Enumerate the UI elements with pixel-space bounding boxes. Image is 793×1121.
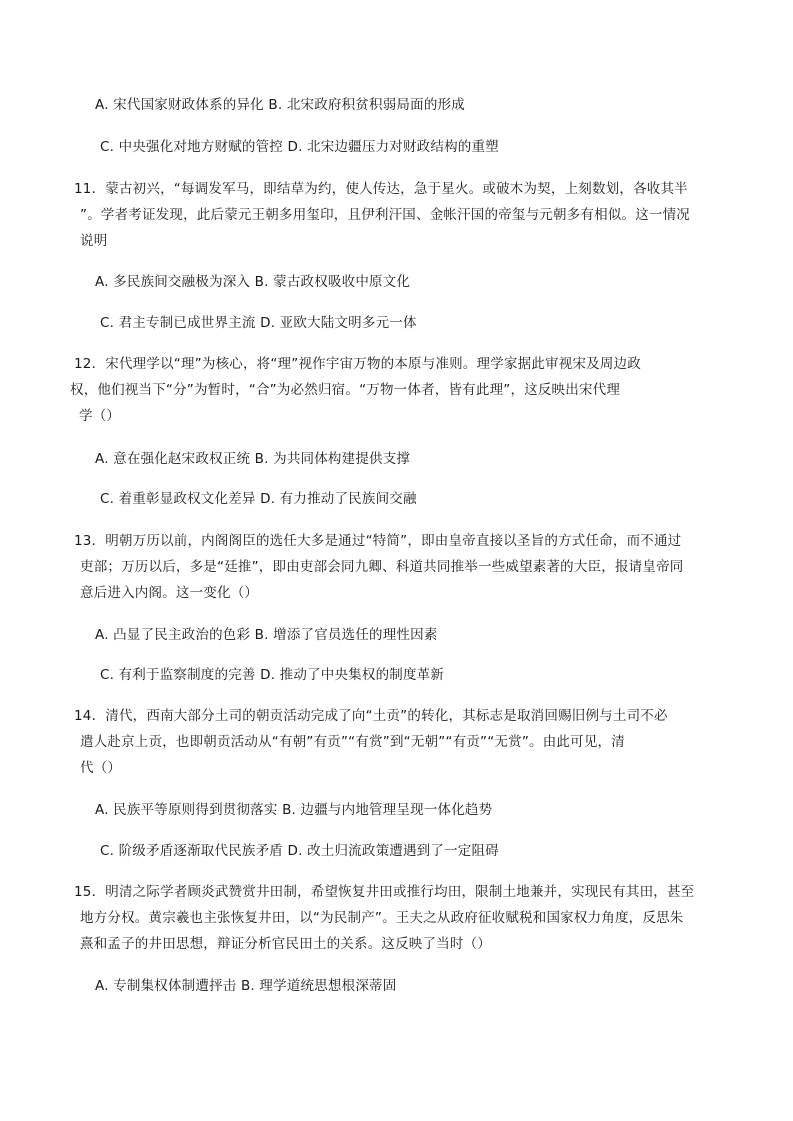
q14-stem-line1: 14．清代，西南大部分土司的朝贡活动完成了向“土贡”的转化，其标志是取消回赐旧例与土司不必 [74, 708, 668, 724]
q10-options-cd: C. 中央强化对地方财赋的管控 D. 北宋边疆压力对财政结构的重塑 [100, 139, 499, 155]
q13-options-cd: C. 有利于监察制度的完善 D. 推动了中央集权的制度革新 [100, 667, 445, 683]
q14-options-cd: C. 阶级矛盾逐渐取代民族矛盾 D. 改土归流政策遭遇到了一定阻碍 [100, 843, 499, 859]
q12-options-ab: A. 意在强化赵宋政权正统 B. 为共同体构建提供支撑 [95, 451, 411, 467]
q11-stem-line3: 说明 [80, 233, 108, 249]
q12-stem-line2: 权，他们视当下“分”为暂时，“合”为必然归宿。“万物一体者，皆有此理”，这反映出宋代理 [70, 382, 621, 398]
q14-stem-line3: 代（） [80, 760, 122, 776]
q14-options-ab: A. 民族平等原则得到贯彻落实 B. 边疆与内地管理呈现一体化趋势 [95, 802, 493, 818]
q12-stem-line1: 12．宋代理学以“理”为核心，将“理”视作宇宙万物的本原与准则。理学家据此审视宋及周边政 [74, 356, 641, 372]
q11-options-cd: C. 君主专制已成世界主流 D. 亚欧大陆文明多元一体 [100, 315, 417, 331]
q12-stem-line3: 学（） [79, 408, 121, 424]
q10-options-ab: A. 宋代国家财政体系的异化 B. 北宋政府积贫积弱局面的形成 [95, 97, 465, 113]
q15-stem-line2: 地方分权。黄宗羲也主张恢复井田，以“为民制产”。王夫之从政府征收赋税和国家权力角度，反思朱 [80, 910, 684, 926]
q12-options-cd: C. 着重彰显政权文化差异 D. 有力推动了民族间交融 [100, 491, 417, 507]
q13-options-ab: A. 凸显了民主政治的色彩 B. 增添了官员选任的理性因素 [95, 627, 438, 643]
q15-stem-line1: 15．明清之际学者顾炎武赞赏井田制，希望恢复井田或推行均田，限制土地兼并，实现民有其田，甚至 [74, 884, 695, 900]
q11-stem-line1: 11．蒙古初兴，“每调发军马，即结草为约，使人传达，急于星火。或破木为契，上刻数划，各收其半 [74, 181, 688, 197]
q15-stem-line3: 熹和孟子的井田思想，辩证分析官民田土的关系。这反映了当时（） [80, 936, 491, 952]
q15-options-ab: A. 专制集权体制遭抨击 B. 理学道统思想根深蒂固 [95, 978, 397, 994]
q13-stem-line1: 13．明朝万历以前，内阁阁臣的选任大多是通过“特简”，即由皇帝直接以圣旨的方式任命，而不通过 [74, 533, 682, 549]
q13-stem-line3: 意后进入内阁。这一变化（） [80, 585, 259, 601]
q13-stem-line2: 吏部；万历以后，多是“廷推”，即由吏部会同九卿、科道共同推举一些威望素著的大臣，报请皇帝同 [80, 559, 684, 575]
q14-stem-line2: 遣人赴京上贡，也即朝贡活动从“有朝”有贡”“有赏”到“无朝”“有贡”“无赏”。由此可见，清 [80, 734, 625, 750]
q11-stem-line2: ”。学者考证发现，此后蒙元王朝多用玺印，且伊利汗国、金帐汗国的帝玺与元朝多有相似。这一情况 [80, 207, 690, 223]
q11-options-ab: A. 多民族间交融极为深入 B. 蒙古政权吸收中原文化 [95, 274, 411, 290]
